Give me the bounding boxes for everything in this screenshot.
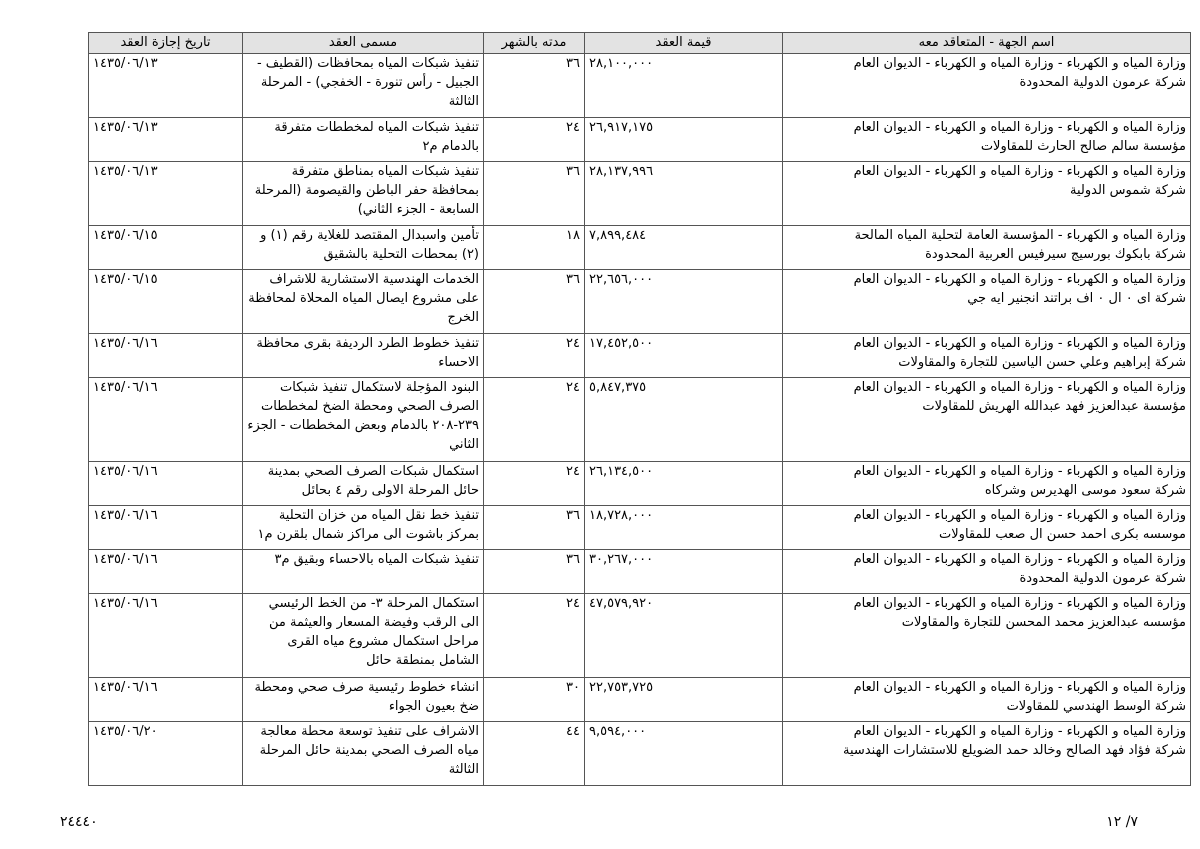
header-contract-name: مسمى العقد (243, 33, 484, 54)
cell-contract-name: تنفيذ خط نقل المياه من خزان التحلية بمركز باشوت الى مراكز شمال بلقرن م١ (243, 506, 484, 550)
party-contractor: شركة سعود موسى الهديرس وشركاه (984, 483, 1186, 498)
party-entity: وزارة المياه و الكهرباء - وزارة المياه و الكهرباء - الديوان العام (853, 724, 1186, 739)
cell-duration: ٤٤ (484, 722, 585, 786)
party-contractor: شركة فؤاد فهد الصالح وخالد حمد الضويلع للاستشارات الهندسية (843, 743, 1186, 758)
table-row (89, 378, 1191, 462)
cell-contract-name: استكمال المرحلة ٣- من الخط الرئيسي الى الرقب وفيضة المسعار والعيثمة من مراحل استكمال مشروع مياه القرى الشامل بمنطقة حائل (243, 594, 484, 678)
cell-approval-date: ١٤٣٥/٠٦/١٦ (89, 594, 243, 678)
party-contractor: شركة شموس الدولية (1069, 183, 1186, 198)
cell-party (783, 678, 1191, 722)
cell-party (783, 270, 1191, 334)
cell-duration: ٣٦ (484, 506, 585, 550)
cell-contract-name: انشاء خطوط رئيسية صرف صحي ومحطة ضخ بعيون الجواء (243, 678, 484, 722)
cell-contract-name: تنفيذ شبكات المياه بمحافظات (القطيف - الجبيل - رأس تنورة - الخفجي) - المرحلة الثالثة (243, 54, 484, 118)
cell-approval-date: ١٤٣٥/٠٦/١٦ (89, 678, 243, 722)
cell-duration: ٢٤ (484, 118, 585, 162)
cell-approval-date: ١٤٣٥/٠٦/١٥ (89, 270, 243, 334)
cell-value: ١٧,٤٥٢,٥٠٠ (585, 334, 783, 378)
party-entity: وزارة المياه و الكهرباء - وزارة المياه و الكهرباء - الديوان العام (853, 680, 1186, 695)
cell-party (783, 462, 1191, 506)
table-row (89, 722, 1191, 786)
cell-value: ٢٨,١٠٠,٠٠٠ (585, 54, 783, 118)
cell-contract-name: البنود المؤجلة لاستكمال تنفيذ شبكات الصرف الصحي ومحطة الضخ لمخططات ٢٣٩-٢٠٨ بالدمام وبعض المخططات - الجزء الثاني (243, 378, 484, 462)
party-contractor: شركة عرمون الدولية المحدودة (1019, 571, 1186, 586)
table-row (89, 594, 1191, 678)
table-row (89, 334, 1191, 378)
cell-approval-date: ١٤٣٥/٠٦/١٥ (89, 226, 243, 270)
party-contractor: شركة بابكوك بورسيج سيرفيس العربية المحدودة (925, 247, 1186, 262)
cell-duration: ٣٠ (484, 678, 585, 722)
cell-duration: ٣٦ (484, 550, 585, 594)
party-contractor: مؤسسه عبدالعزيز محمد المحسن للتجارة والمقاولات (901, 615, 1186, 630)
party-entity: وزارة المياه و الكهرباء - وزارة المياه و الكهرباء - الديوان العام (853, 596, 1186, 611)
party-contractor: موسسه بكرى احمد حسن ال صعب للمقاولات (939, 527, 1186, 542)
cell-duration: ٣٦ (484, 270, 585, 334)
cell-duration: ٣٦ (484, 162, 585, 226)
cell-approval-date: ١٤٣٥/٠٦/١٣ (89, 118, 243, 162)
party-entity: وزارة المياه و الكهرباء - وزارة المياه و الكهرباء - الديوان العام (853, 552, 1186, 567)
cell-value: ٢٢,٦٥٦,٠٠٠ (585, 270, 783, 334)
table-row (89, 118, 1191, 162)
party-contractor: شركة اى ٠ ال ٠ اف براتند انجنير ايه جي (967, 291, 1186, 306)
cell-contract-name: استكمال شبكات الصرف الصحي بمدينة حائل المرحلة الاولى رقم ٤ بحائل (243, 462, 484, 506)
cell-party (783, 118, 1191, 162)
party-contractor: شركة عرمون الدولية المحدودة (1019, 75, 1186, 90)
cell-value: ٣٠,٢٦٧,٠٠٠ (585, 550, 783, 594)
cell-approval-date: ١٤٣٥/٠٦/١٦ (89, 334, 243, 378)
cell-duration: ١٨ (484, 226, 585, 270)
cell-approval-date: ١٤٣٥/٠٦/١٣ (89, 54, 243, 118)
cell-party (783, 162, 1191, 226)
cell-party (783, 334, 1191, 378)
party-entity: وزارة المياه و الكهرباء - وزارة المياه و الكهرباء - الديوان العام (853, 164, 1186, 179)
cell-value: ٧,٨٩٩,٤٨٤ (585, 226, 783, 270)
party-contractor: مؤسسة عبدالعزيز فهد عبدالله الهريش للمقاولات (922, 399, 1186, 414)
cell-party (783, 722, 1191, 786)
table-row (89, 226, 1191, 270)
cell-approval-date: ١٤٣٥/٠٦/١٦ (89, 550, 243, 594)
cell-contract-name: تنفيذ شبكات المياه لمخططات متفرقة بالدمام م٢ (243, 118, 484, 162)
cell-value: ٢٦,٩١٧,١٧٥ (585, 118, 783, 162)
table-row (89, 54, 1191, 118)
cell-contract-name: تنفيذ خطوط الطرد الرديفة بقرى محافظة الاحساء (243, 334, 484, 378)
cell-value: ٢٨,١٣٧,٩٩٦ (585, 162, 783, 226)
party-contractor: شركة الوسط الهندسي للمقاولات (1006, 699, 1186, 714)
party-entity: وزارة المياه و الكهرباء - وزارة المياه و الكهرباء - الديوان العام (853, 56, 1186, 71)
header-duration: مدته بالشهر (484, 33, 585, 54)
cell-duration: ٢٤ (484, 378, 585, 462)
cell-party (783, 506, 1191, 550)
header-value: قيمة العقد (585, 33, 783, 54)
party-entity: وزارة المياه و الكهرباء - وزارة المياه و الكهرباء - الديوان العام (853, 120, 1186, 135)
page-indicator: ٧/ ١٢ (1106, 814, 1138, 830)
cell-value: ٢٢,٧٥٣,٧٢٥ (585, 678, 783, 722)
cell-party (783, 226, 1191, 270)
header-party: اسم الجهة - المتعاقد معه (783, 33, 1191, 54)
cell-party (783, 594, 1191, 678)
cell-contract-name: تنفيذ شبكات المياه بمناطق متفرقة بمحافظة حفر الباطن والقيصومة (المرحلة السابعة - الجزء الثاني) (243, 162, 484, 226)
cell-contract-name: تأمين واسبدال المقتصد للغلاية رقم (١) و (٢) بمحطات التحلية بالشقيق (243, 226, 484, 270)
table-row (89, 506, 1191, 550)
cell-approval-date: ١٤٣٥/٠٦/١٣ (89, 162, 243, 226)
table-row (89, 162, 1191, 226)
cell-party (783, 54, 1191, 118)
party-entity: وزارة المياه و الكهرباء - وزارة المياه و الكهرباء - الديوان العام (853, 336, 1186, 351)
party-entity: وزارة المياه و الكهرباء - وزارة المياه و الكهرباء - الديوان العام (853, 380, 1186, 395)
cell-value: ٢٦,١٣٤,٥٠٠ (585, 462, 783, 506)
party-entity: وزارة المياه و الكهرباء - وزارة المياه و الكهرباء - الديوان العام (853, 272, 1186, 287)
party-contractor: شركة إبراهيم وعلي حسن الياسين للتجارة والمقاولات (898, 355, 1186, 370)
cell-contract-name: تنفيذ شبكات المياه بالاحساء وبقيق م٣ (243, 550, 484, 594)
party-entity: وزارة المياه و الكهرباء - المؤسسة العامة لتحلية المياه المالحة (854, 228, 1186, 243)
cell-value: ٥,٨٤٧,٣٧٥ (585, 378, 783, 462)
cell-duration: ٢٤ (484, 462, 585, 506)
cell-party (783, 550, 1191, 594)
party-entity: وزارة المياه و الكهرباء - وزارة المياه و الكهرباء - الديوان العام (853, 508, 1186, 523)
cell-party (783, 378, 1191, 462)
table-row (89, 550, 1191, 594)
table-header-row (89, 33, 1191, 54)
party-entity: وزارة المياه و الكهرباء - وزارة المياه و الكهرباء - الديوان العام (853, 464, 1186, 479)
document-number: ٢٤٤٤٠ (60, 814, 98, 830)
contracts-table (88, 32, 1191, 786)
cell-value: ٩,٥٩٤,٠٠٠ (585, 722, 783, 786)
table-row (89, 678, 1191, 722)
header-approval-date: تاريخ إجازة العقد (89, 33, 243, 54)
cell-value: ٤٧,٥٧٩,٩٢٠ (585, 594, 783, 678)
cell-value: ١٨,٧٢٨,٠٠٠ (585, 506, 783, 550)
cell-approval-date: ١٤٣٥/٠٦/١٦ (89, 378, 243, 462)
cell-duration: ٢٤ (484, 594, 585, 678)
cell-approval-date: ١٤٣٥/٠٦/١٦ (89, 462, 243, 506)
cell-approval-date: ١٤٣٥/٠٦/١٦ (89, 506, 243, 550)
cell-contract-name: الاشراف على تنفيذ توسعة محطة معالجة مياه الصرف الصحي بمدينة حائل المرحلة الثالثة (243, 722, 484, 786)
cell-duration: ٣٦ (484, 54, 585, 118)
table-row (89, 462, 1191, 506)
table-row (89, 270, 1191, 334)
party-contractor: مؤسسة سالم صالح الحارث للمقاولات (980, 139, 1186, 154)
cell-contract-name: الخدمات الهندسية الاستشارية للاشراف على مشروع ايصال المياه المحلاة لمحافظة الخرج (243, 270, 484, 334)
cell-approval-date: ١٤٣٥/٠٦/٢٠ (89, 722, 243, 786)
cell-duration: ٢٤ (484, 334, 585, 378)
